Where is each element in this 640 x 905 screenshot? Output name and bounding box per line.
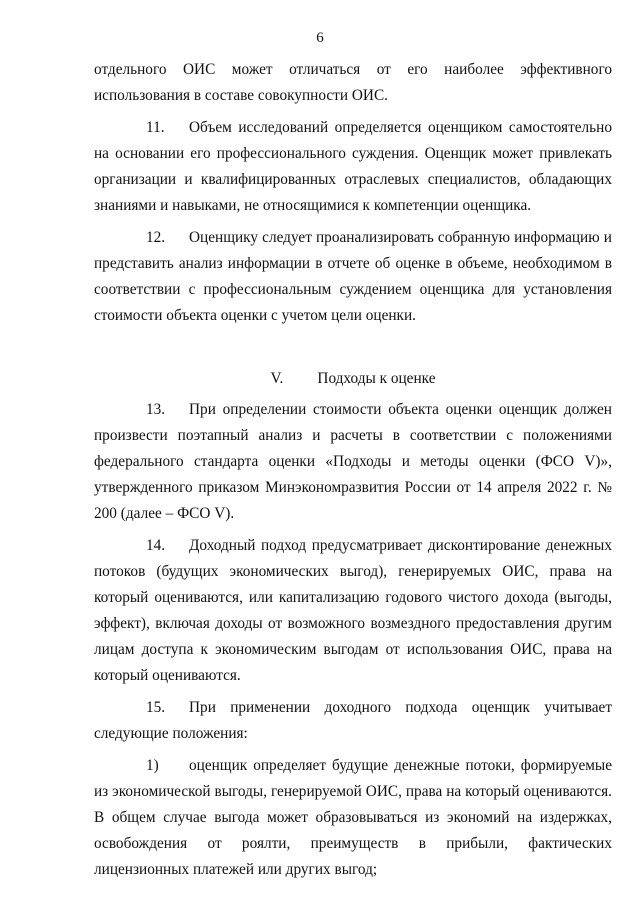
paragraph-text: отдельного ОИС может отличаться от его наиболее эффективного использования в составе совокупности ОИС. bbox=[94, 61, 612, 104]
paragraph-number: 11. bbox=[146, 119, 165, 136]
paragraph-text: При определении стоимости объекта оценки оценщик должен произвести поэтапный анализ и расчеты в соответствии с положениями федерального стандарта оценки «Подходы и методы оценки (ФСО V)», утвержденного приказом Минэкономразвития России от 14 апреля 2022 г. № 200 (далее – ФСО V). bbox=[94, 401, 612, 522]
paragraph-text: Доходный подход предусматривает дисконтирование денежных потоков (будущих экономических выгод), генерируемых ОИС, права на который оцениваются, или капитализацию годового чистого дохода (выгоды, эффект), включая доходы от возможного возмездного предоставления другим лицам доступа к экономическим выгодам от использования ОИС, права на который оцениваются. bbox=[94, 537, 612, 684]
list-item-text: оценщик определяет будущие денежные потоки, формируемые из экономической выгоды, генерируемой ОИС, права на который оцениваются. В общем случае выгода может образовываться из экономий на издержках, освобождения от роялти, преимуществ в прибыли, фактических лицензионных платежей или других выгод; bbox=[94, 757, 612, 878]
paragraph-text: Объем исследований определяется оценщиком самостоятельно на основании его профессионального суждения. Оценщик может привлекать организации и квалифицированных отраслевых специалистов, обладающих знаниями и навыками, не относящимися к компетенции оценщика. bbox=[94, 119, 612, 214]
paragraph-number: 12. bbox=[146, 229, 166, 246]
paragraph-11 bbox=[94, 115, 612, 219]
paragraph-text: При применении доходного подхода оценщик учитывает следующие положения: bbox=[94, 699, 612, 742]
paragraph-13 bbox=[94, 397, 612, 527]
paragraph-number: 13. bbox=[146, 401, 166, 418]
section-number: V. bbox=[270, 370, 284, 387]
paragraph-14 bbox=[94, 533, 612, 689]
section-heading bbox=[94, 367, 612, 391]
document-body bbox=[94, 57, 612, 883]
paragraph-continuation bbox=[94, 57, 612, 109]
paragraph-number: 14. bbox=[146, 537, 166, 554]
section-title: Подходы к оценке bbox=[317, 370, 436, 387]
list-item-number: 1) bbox=[146, 757, 159, 774]
paragraph-text: Оценщику следует проанализировать собранную информацию и представить анализ информации в отчете об оценке в объеме, необходимом в соответствии с профессиональным суждением оценщика для установления стоимости объекта оценки с учетом цели оценки. bbox=[94, 229, 612, 324]
list-item-1 bbox=[94, 753, 612, 883]
paragraph-15 bbox=[94, 695, 612, 747]
paragraph-number: 15. bbox=[146, 699, 166, 716]
page-number: 6 bbox=[316, 30, 324, 46]
paragraph-12 bbox=[94, 225, 612, 329]
